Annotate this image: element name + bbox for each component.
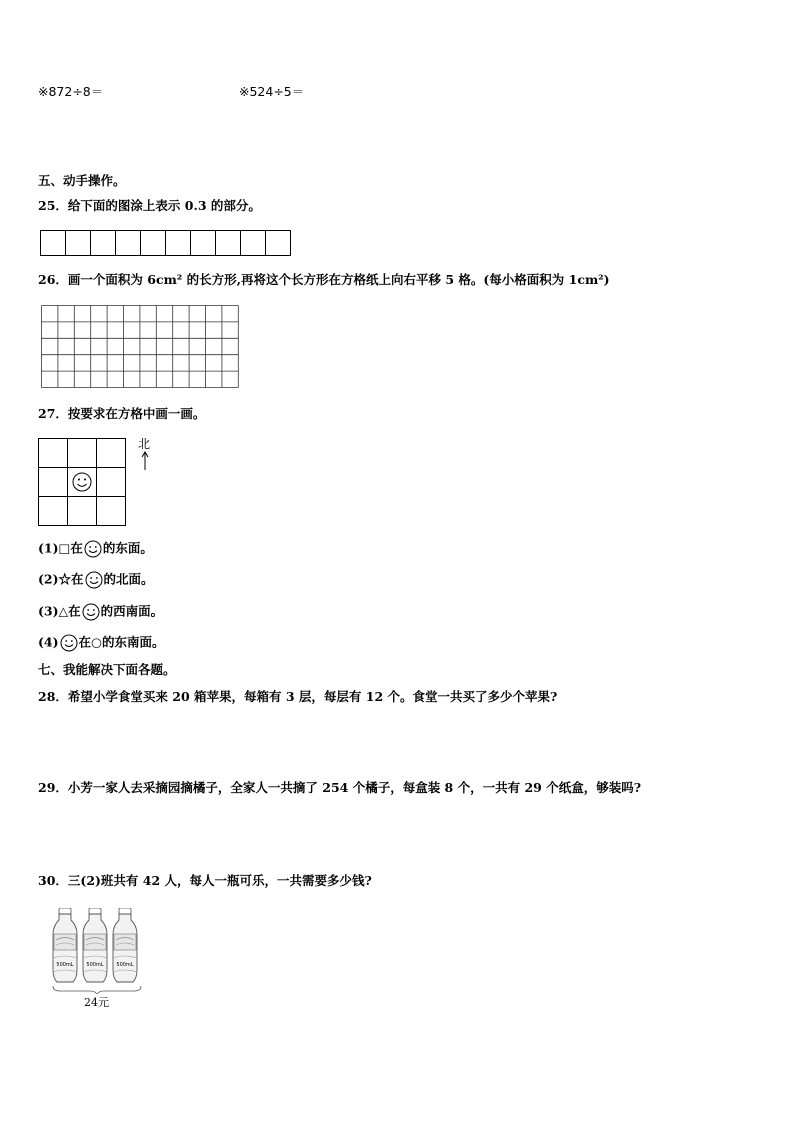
question-25-text-b: 的部分。 <box>210 198 261 213</box>
strip-cell[interactable] <box>41 231 66 256</box>
q27-sub-1-suffix: 的东面。 <box>102 540 153 556</box>
q27-sub-1 <box>38 540 153 558</box>
q27-sub-4-suffix: 在○的东南面。 <box>78 634 165 650</box>
question-27 <box>38 406 205 422</box>
question-28-text: 希望小学食堂买来 20 箱苹果，每箱有 3 层，每层有 12 个。食堂一共买了多少个苹果? <box>67 689 558 704</box>
strip-cell[interactable] <box>116 231 141 256</box>
strip-cell[interactable] <box>166 231 191 256</box>
price-label: 24元 <box>84 996 109 1009</box>
strip-cell[interactable] <box>66 231 91 256</box>
cola-bottle-1 <box>53 908 77 982</box>
bottle-label-1: 500mL <box>56 962 74 968</box>
question-25 <box>38 198 261 214</box>
q27-sub-2-suffix: 的北面。 <box>103 571 154 587</box>
question-30 <box>38 873 372 889</box>
calc-item-1: ※872÷8＝ <box>38 84 104 99</box>
q27-sub-3-prefix: (3)△在 <box>38 603 81 619</box>
smiley-face-icon <box>73 473 91 491</box>
q27-sub-3-suffix: 的西南面。 <box>100 603 164 619</box>
strip-cell[interactable] <box>216 231 241 256</box>
cola-bottle-2 <box>83 908 107 982</box>
q27-sub-3 <box>38 603 163 621</box>
smiley-face-icon <box>85 571 103 589</box>
smiley-face-icon <box>84 540 102 558</box>
strip-cell[interactable] <box>266 231 291 256</box>
q27-sub-2-prefix: (2)☆在 <box>38 571 84 587</box>
strip-cell[interactable] <box>241 231 266 256</box>
direction-grid-border <box>39 439 126 526</box>
question-25-number: 25． <box>38 198 68 213</box>
bottle-label-3: 500mL <box>116 962 134 968</box>
q27-sub-1-prefix: (1)□在 <box>38 540 83 556</box>
question-25-text-a: 给下面的图涂上表示 <box>67 198 181 213</box>
cola-bottles-illustration <box>50 908 150 994</box>
question-28 <box>38 689 557 705</box>
section-5-heading: 五、动手操作。 <box>38 173 126 188</box>
smiley-face-icon <box>60 634 78 652</box>
brace-icon <box>53 986 141 994</box>
question-25-value: 0.3 <box>184 198 207 213</box>
section-7-heading: 七、我能解决下面各题。 <box>38 662 176 677</box>
q27-sub-4 <box>38 634 164 652</box>
question-30-number: 30． <box>38 873 68 888</box>
direction-grid[interactable] <box>38 438 128 528</box>
question-26 <box>38 272 610 288</box>
q27-sub-2 <box>38 571 154 589</box>
question-29-number: 29． <box>38 780 68 795</box>
north-label: 北 <box>138 437 151 451</box>
question-29 <box>38 780 641 796</box>
strip-cell[interactable] <box>191 231 216 256</box>
bottle-label-2: 500mL <box>86 962 104 968</box>
square-grid-paper[interactable] <box>41 305 241 389</box>
calc-item-2: ※524÷5＝ <box>239 84 305 99</box>
strip-cell[interactable] <box>91 231 116 256</box>
question-28-number: 28． <box>38 689 68 704</box>
north-arrow-icon <box>140 451 150 471</box>
question-26-text: 画一个面积为 6cm² 的长方形,再将这个长方形在方格纸上向右平移 5 格。(每小格面积为 1cm²) <box>67 272 610 287</box>
question-27-text: 按要求在方格中画一画。 <box>67 406 206 421</box>
strip-grid[interactable] <box>40 230 292 256</box>
question-30-text: 三(2)班共有 42 人，每人一瓶可乐，一共需要多少钱? <box>67 873 372 888</box>
cola-bottle-3 <box>113 908 137 982</box>
smiley-face-icon <box>82 603 100 621</box>
strip-cell[interactable] <box>141 231 166 256</box>
question-29-text: 小芳一家人去采摘园摘橘子，全家人一共摘了 254 个橘子，每盒装 8 个，一共有 29 个纸盒，够装吗? <box>67 780 642 795</box>
question-27-number: 27． <box>38 406 68 421</box>
q27-sub-4-prefix: (4) <box>38 634 59 650</box>
question-26-number: 26． <box>38 272 68 287</box>
